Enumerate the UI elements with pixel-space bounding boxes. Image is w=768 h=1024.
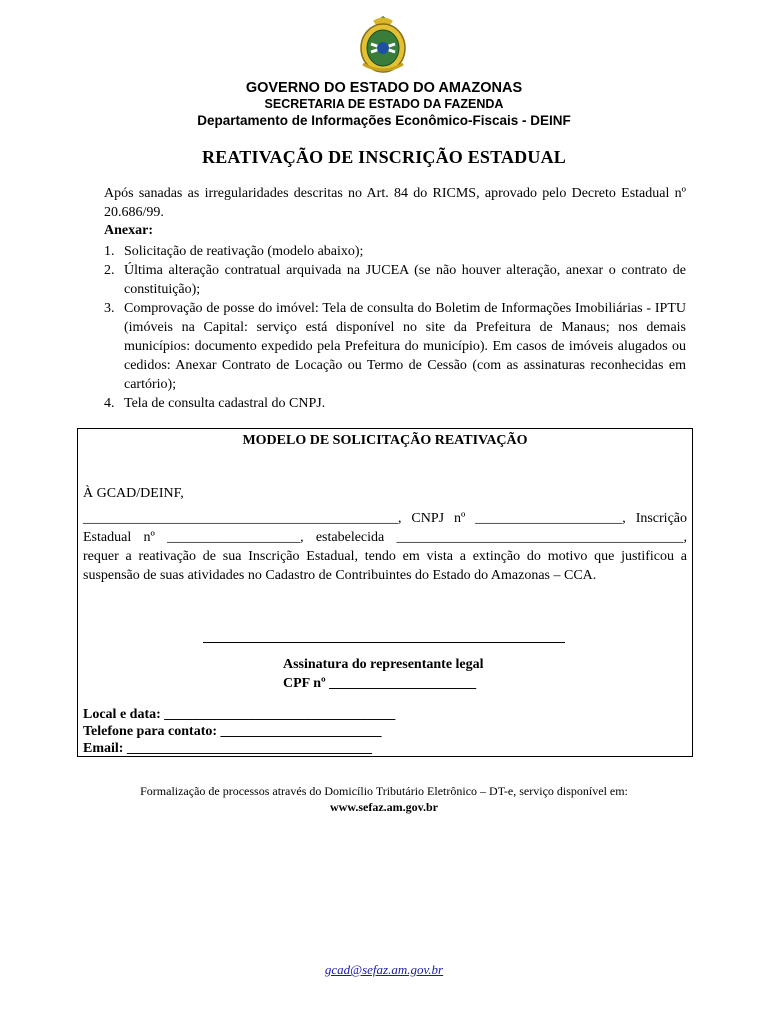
- attachments-list: [104, 242, 686, 413]
- header-government: GOVERNO DO ESTADO DO AMAZONAS: [245, 80, 523, 96]
- signature-block: [283, 655, 484, 693]
- phone-field: Telefone para contato: _______________________: [83, 724, 382, 739]
- cpf-line: CPF nº _____________________: [283, 676, 477, 691]
- signature-label: Assinatura do representante legal: [283, 657, 484, 672]
- local-date-field: Local e data: _________________________________: [83, 707, 396, 722]
- list-number: 3.: [104, 301, 115, 316]
- list-number: 1.: [104, 244, 115, 259]
- document-title: REATIVAÇÃO DE INSCRIÇÃO ESTADUAL: [202, 147, 566, 167]
- list-item: [104, 299, 686, 394]
- model-body: _____________________________________________, CNPJ nº _____________________, Inscrição Estadual nº ___________________, estabelecida _________________________________________, requer a reativação de sua Inscrição Estadual, tendo em vista a extinção do motivo que justificou a suspensão de suas atividades no Cadastro de Contribuintes do Estado do Amazonas – CCA.: [83, 511, 687, 583]
- footer: [0, 783, 768, 815]
- model-title: MODELO DE SOLICITAÇÃO REATIVAÇÃO: [242, 433, 528, 448]
- list-number: 2.: [104, 263, 115, 278]
- list-item: [104, 261, 686, 299]
- list-text: Comprovação de posse do imóvel: Tela de consulta do Boletim de Informações Imobiliárias - IPTU (imóveis na Capital: serviço está disponível no site da Prefeitura de Manaus; nos demais municípios: documento expedido pela Prefeitura do município). Em casos de imóveis alugados ou cedidos: Anexar Contrato de Locação ou Termo de Cessão (com as assinaturas reconhecidas em cartório);: [124, 301, 686, 392]
- header-secretariat: SECRETARIA DE ESTADO DA FAZENDA: [264, 97, 504, 111]
- contact-fields: [83, 706, 395, 757]
- model-greeting: À GCAD/DEINF,: [83, 486, 184, 501]
- footer-text: Formalização de processos através do Domicílio Tributário Eletrônico – DT-e, serviço disponível em:: [140, 784, 628, 798]
- email-field: Email: ___________________________________: [83, 741, 372, 756]
- request-model-box: [77, 428, 693, 757]
- header-department: Departamento de Informações Econômico-Fiscais - DEINF: [197, 113, 571, 128]
- list-text: Solicitação de reativação (modelo abaixo);: [124, 244, 364, 259]
- state-coat-of-arms-logo: [355, 14, 411, 76]
- contact-email-link[interactable]: gcad@sefaz.am.gov.br: [324, 962, 444, 977]
- intro-paragraph: Após sanadas as irregularidades descritas no Art. 84 do RICMS, aprovado pelo Decreto Estadual nº 20.686/99.: [104, 186, 686, 220]
- list-text: Tela de consulta cadastral do CNPJ.: [124, 396, 326, 411]
- list-text: Última alteração contratual arquivada na JUCEA (se não houver alteração, anexar o contrato de constituição);: [124, 263, 686, 297]
- list-item: [104, 242, 686, 261]
- footer-url: www.sefaz.am.gov.br: [330, 800, 438, 814]
- list-item: [104, 394, 686, 413]
- signature-line: [203, 642, 565, 643]
- anexar-label: Anexar:: [104, 223, 153, 238]
- list-number: 4.: [104, 396, 115, 411]
